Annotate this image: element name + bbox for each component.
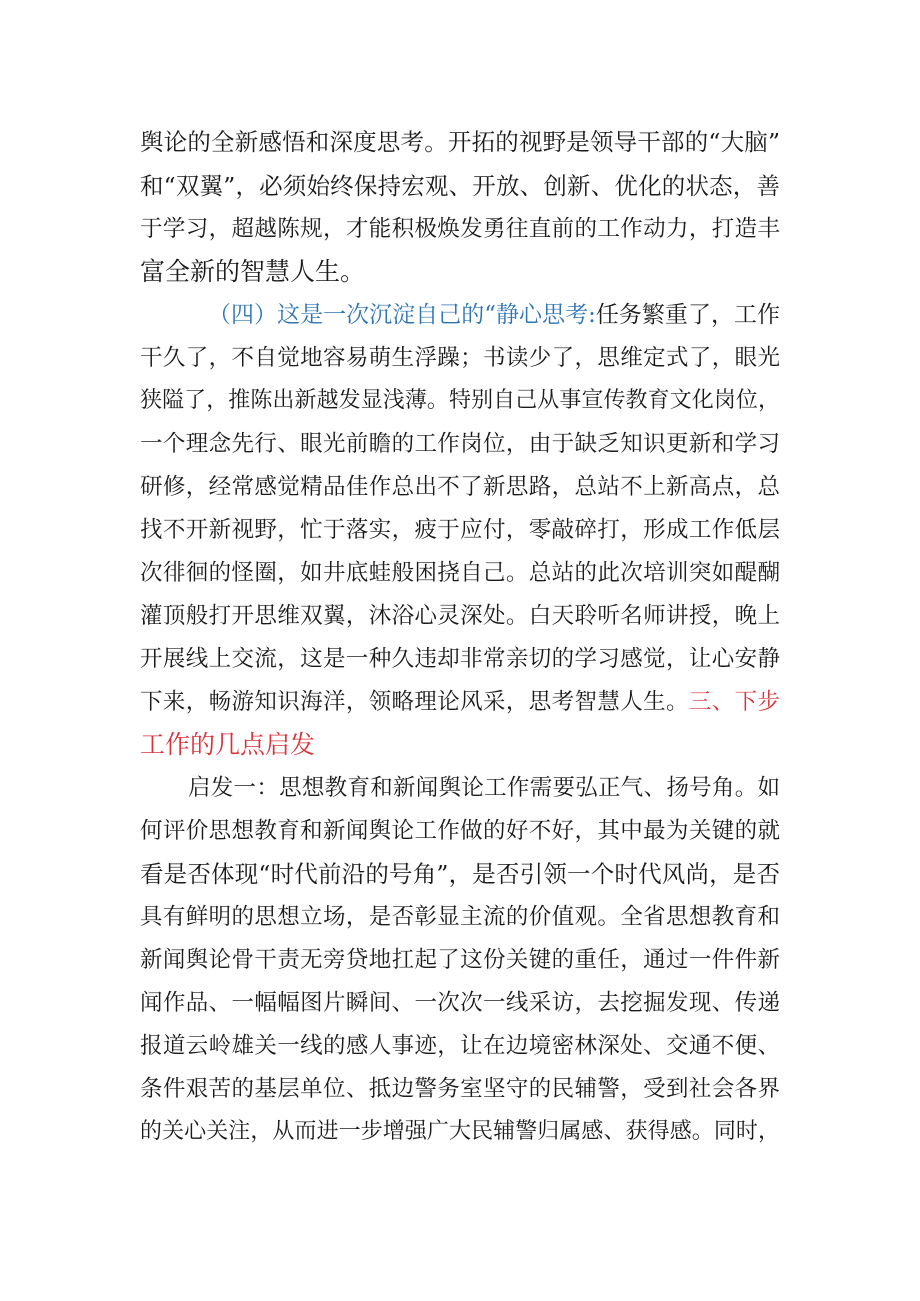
text-line: 闻作品、一幅幅图片瞬间、一次次一线采访，去挖掘发现、传递 <box>140 990 780 1016</box>
text-line: 找不开新视野，忙于落实，疲于应付，零敲碎打，形成工作低层 <box>140 517 780 543</box>
text-line: 何评价思想教育和新闻舆论工作做的好不好，其中最为关键的就 <box>140 818 780 844</box>
text-line: 的关心关注，从而进一步增强广大民辅警归属感、获得感。同时， <box>140 1119 780 1144</box>
text-line: 看是否体现“时代前沿的号角”，是否引领一个时代风尚，是否 <box>140 860 780 888</box>
text-line: 干久了，不自觉地容易萌生浮躁；书读少了，思维定式了，眼光 <box>140 345 780 371</box>
text-line: 舆论的全新感悟和深度思考。开拓的视野是领导干部的“大脑” <box>140 128 780 156</box>
text-line: 新闻舆论骨干责无旁贷地扛起了这份关键的重任，通过一件件新 <box>140 947 780 973</box>
text-line: 富全新的智慧人生。 <box>140 257 366 286</box>
paragraph-first-line: 启发一：思想教育和新闻舆论工作需要弘正气、扬号角。如 <box>188 775 780 801</box>
text-line: 和“双翼”，必须始终保持宏观、开放、创新、优化的状态，善 <box>140 172 780 200</box>
text-run: 任务繁重了，工作 <box>595 302 780 328</box>
text-line: 具有鲜明的思想立场，是否彰显主流的价值观。全省思想教育和 <box>140 904 780 930</box>
text-line: 于学习，超越陈规，才能积极焕发勇往直前的工作动力，打造丰 <box>140 216 780 242</box>
text-line: 次徘徊的怪圈，如井底蛙般困挠自己。总站的此次培训突如醍醐 <box>140 560 780 586</box>
text-run: 下来，畅游知识海洋，领略理论风采，思考智慧人生。 <box>140 689 689 715</box>
text-line: 一个理念先行、眼光前瞻的工作岗位，由于缺乏知识更新和学习 <box>140 431 780 457</box>
section-heading: 工作的几点启发 <box>140 730 316 759</box>
text-line: 研修，经常感觉精品佳作总出不了新思路，总站不上新高点，总 <box>140 474 780 500</box>
text-line: 条件艰苦的基层单位、抵边警务室坚守的民辅警，受到社会各界 <box>140 1076 780 1102</box>
text-line: 狭隘了，推陈出新越发显浅薄。特别自己从事宣传教育文化岗位， <box>140 388 780 413</box>
paragraph-first-line <box>140 295 780 335</box>
text-line <box>140 682 780 722</box>
section-heading-part: 三、下步 <box>688 689 780 715</box>
text-line: 灌顶般打开思维双翼，沐浴心灵深处。白天聆听名师讲授，晚上 <box>140 603 780 629</box>
text-line: 报道云岭雄关一线的感人事迹，让在边境密林深处、交通不便、 <box>140 1033 780 1059</box>
text-line: 开展线上交流，这是一种久违却非常亲切的学习感觉，让心安静 <box>140 646 780 672</box>
subsection-heading: （四）这是一次沉淀自己的“静心思考: <box>208 302 596 328</box>
